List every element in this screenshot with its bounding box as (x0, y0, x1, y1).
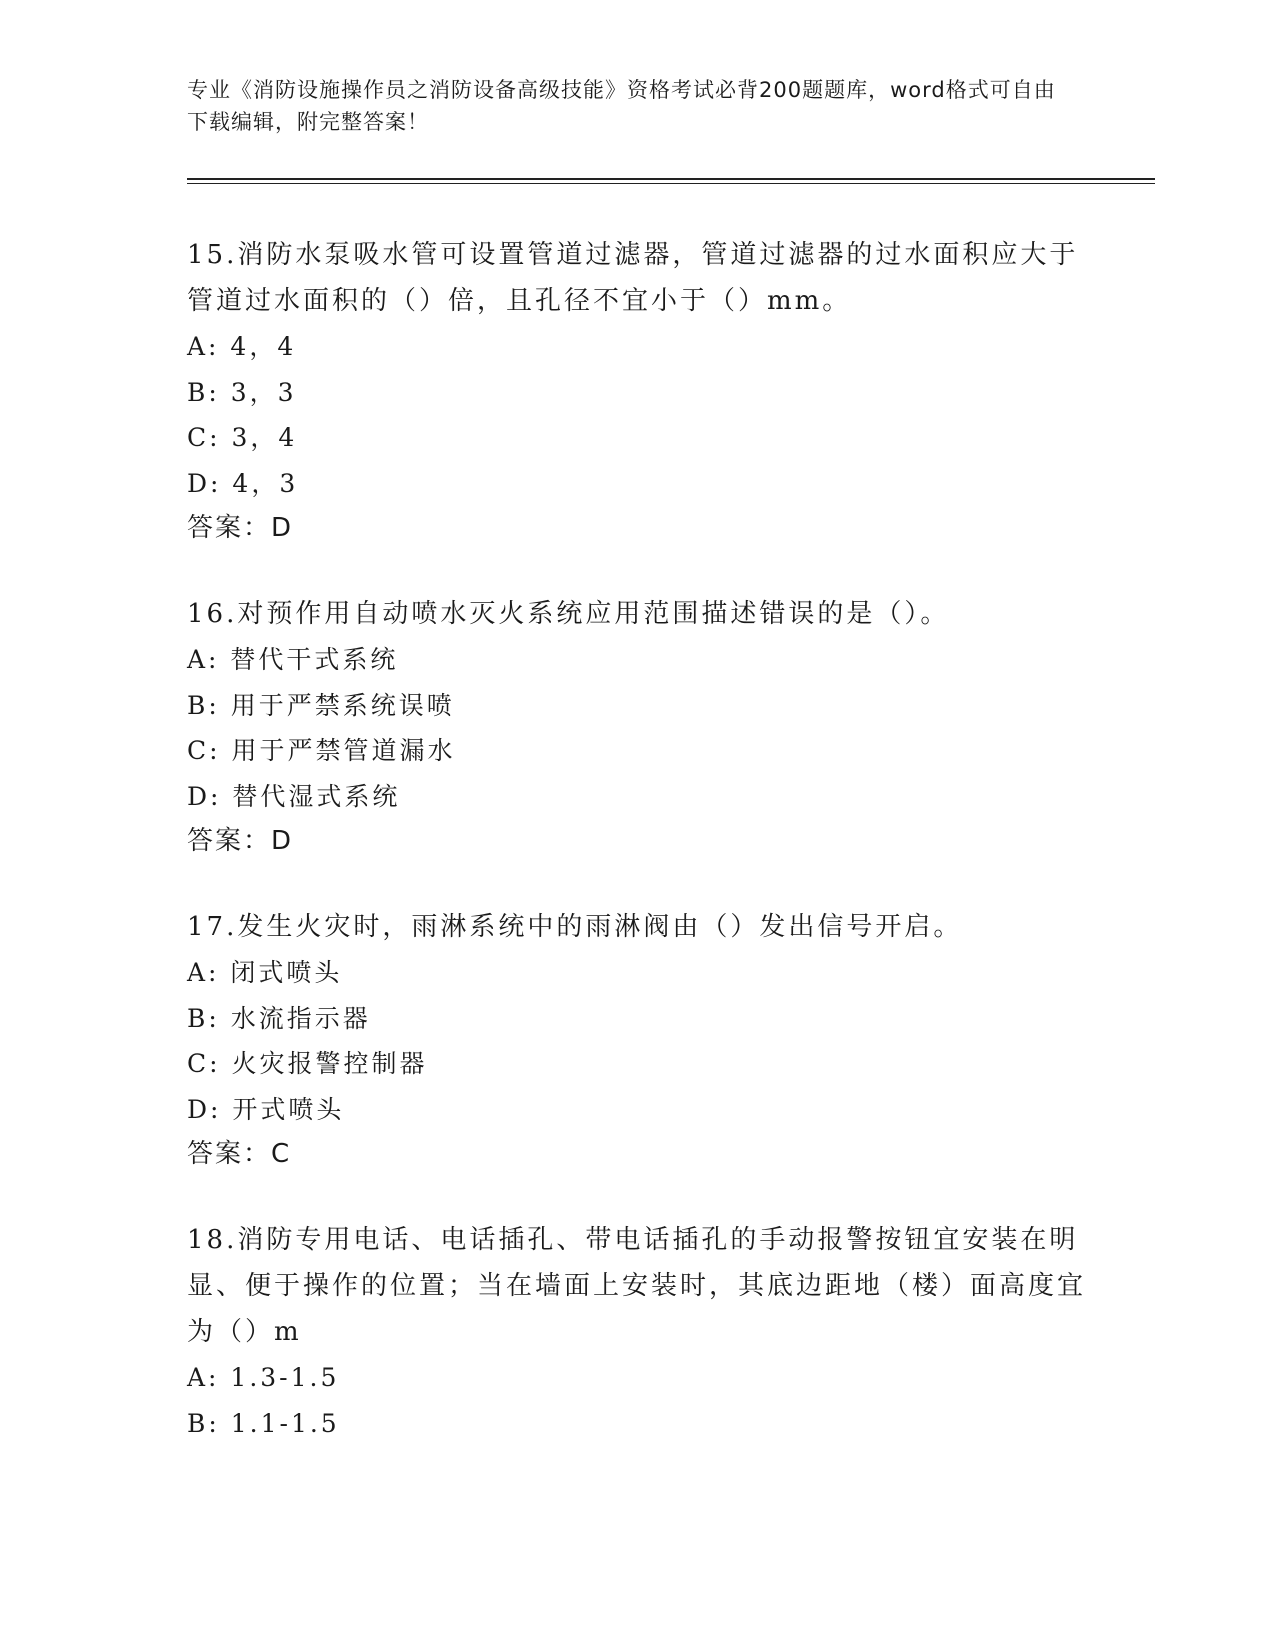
option-d: D: 替代湿式系统 (187, 781, 401, 811)
option-c: C: 火灾报警控制器 (187, 1049, 428, 1078)
document-header: 专业《消防设施操作员之消防设备高级技能》资格考试必背200题题库，word格式可自由下载编辑，附完整答案！ (187, 78, 1056, 134)
option-b: B: 用于严禁系统误喷 (187, 690, 455, 720)
question-stem: 15.消防水泵吸水管可设置管道过滤器，管道过滤器的过水面积应大于管道过水面积的（）倍，且孔径不宜小于（）mm。 (187, 240, 1079, 316)
option-a: A: 替代干式系统 (187, 645, 399, 674)
option-a: A: 闭式喷头 (187, 958, 343, 987)
question-16 (187, 591, 1087, 864)
question-stem: 17.发生火灾时，雨淋系统中的雨淋阀由（）发出信号开启。 (187, 912, 963, 942)
question-stem: 16.对预作用自动喷水灭火系统应用范围描述错误的是（）。 (187, 599, 950, 629)
option-c: C: 3，4 (187, 423, 298, 452)
question-17 (187, 904, 1087, 1177)
header-divider-thick (187, 178, 1155, 180)
option-b: B: 3，3 (187, 377, 297, 407)
question-stem: 18.消防专用电话、电话插孔、带电话插孔的手动报警按钮宜安装在明显、便于操作的位置；当在墙面上安装时，其底边距地（楼）面高度宜为（）m (187, 1225, 1087, 1347)
answer: 答案：C (187, 1139, 292, 1169)
answer: 答案：D (187, 513, 294, 543)
answer: 答案：D (187, 826, 294, 856)
header-divider-thin (187, 183, 1155, 184)
option-a: A: 4，4 (187, 332, 297, 361)
question-15 (187, 232, 1087, 551)
option-d: D: 开式喷头 (187, 1094, 345, 1124)
option-d: D: 4，3 (187, 468, 299, 498)
option-c: C: 用于严禁管道漏水 (187, 736, 456, 765)
question-18 (187, 1217, 1087, 1446)
option-b: B: 1.1-1.5 (187, 1408, 340, 1438)
question-list (187, 232, 1087, 1486)
option-a: A: 1.3-1.5 (187, 1363, 340, 1392)
option-b: B: 水流指示器 (187, 1003, 371, 1033)
